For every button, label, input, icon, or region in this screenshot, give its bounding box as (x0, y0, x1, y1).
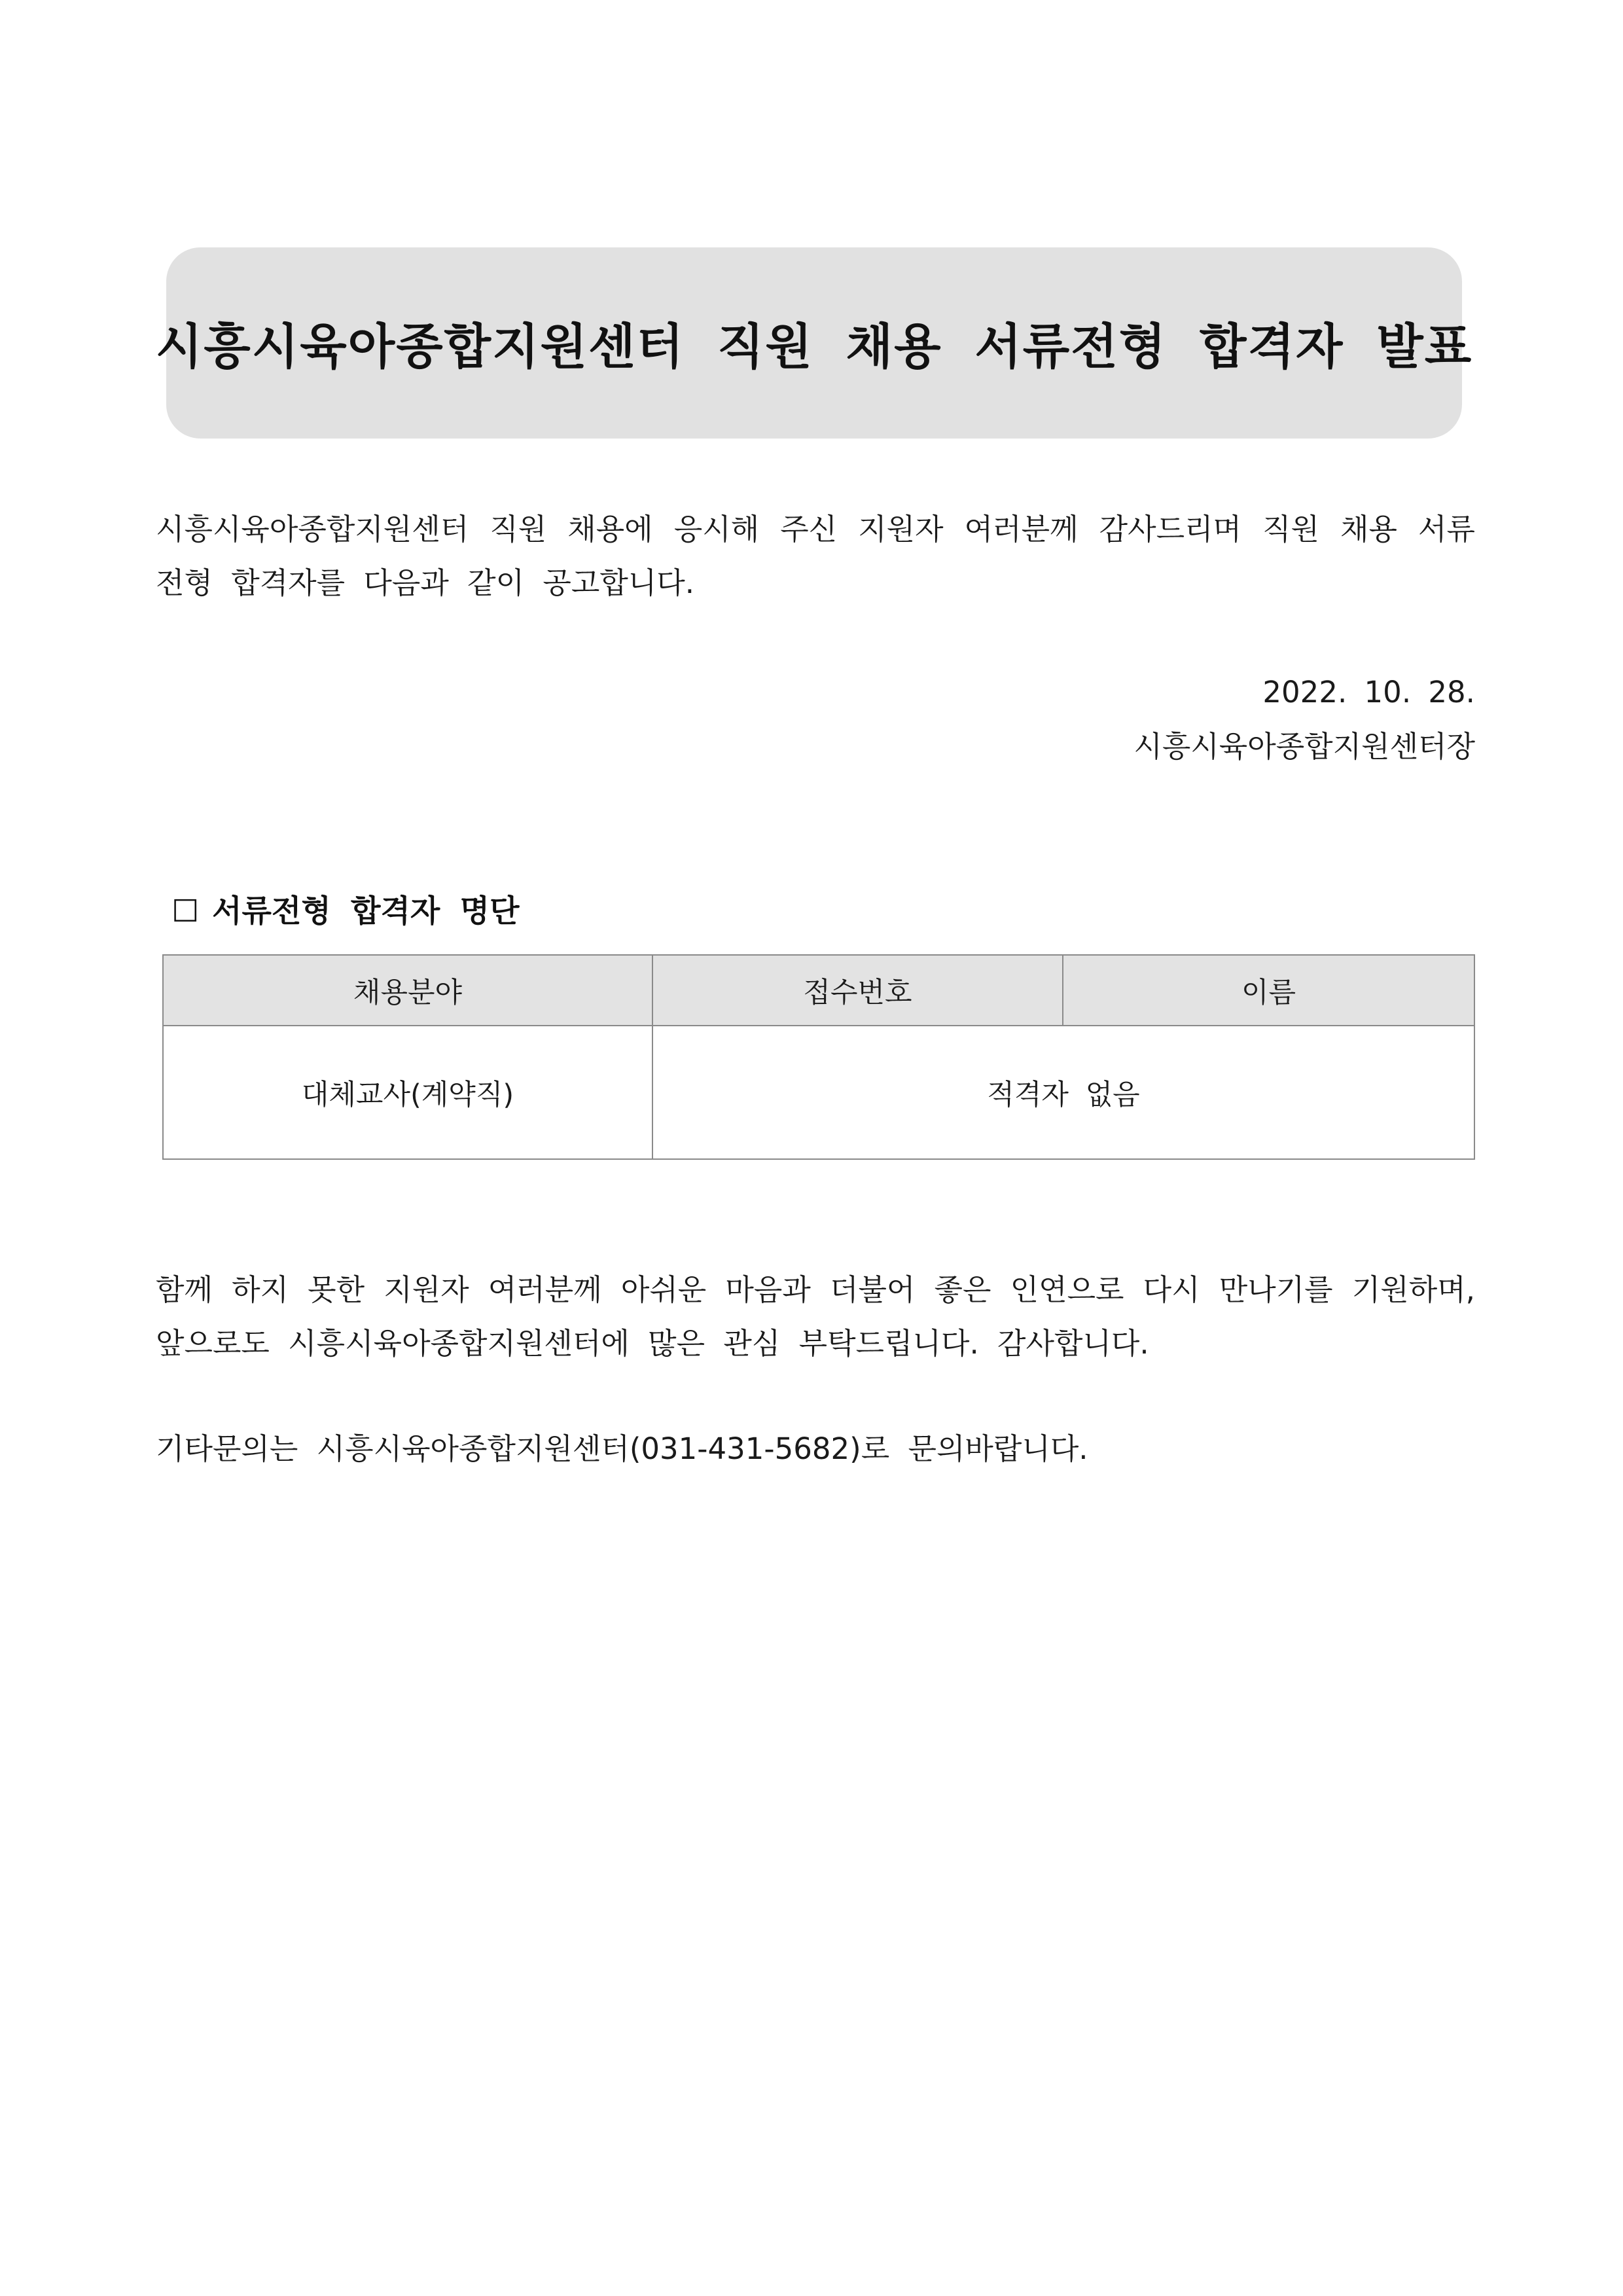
column-header-name: 이름 (1063, 955, 1474, 1026)
column-header-field: 채용분야 (163, 955, 652, 1026)
contact-paragraph: 기타문의는 시흥시육아종합지원센터(031-431-5682)로 문의바랍니다. (156, 1431, 1088, 1466)
page-title: 시흥시육아종합지원센터 직원 채용 서류전형 합격자 발표 (155, 319, 1473, 375)
cell-result: 적격자 없음 (652, 1026, 1474, 1159)
column-header-receipt-number: 접수번호 (652, 955, 1063, 1026)
table-row (163, 1026, 1474, 1159)
section-heading-label: 서류전형 합격자 명단 (212, 893, 520, 929)
title-banner (155, 247, 1473, 439)
checkbox-square-icon: ☐ (171, 893, 200, 929)
section-heading (171, 885, 519, 939)
intro-paragraph: 시흥시육아종합지원센터 직원 채용에 응시해 주신 지원자 여러분께 감사드리며 직원 채용 서류전형 합격자를 다음과 같이 공고합니다. (156, 512, 1475, 600)
signer-name: 시흥시육아종합지원센터장 (1133, 729, 1475, 764)
passer-table (162, 954, 1475, 1160)
announcement-date: 2022. 10. 28. (1262, 675, 1475, 709)
cell-field: 대체교사(계약직) (163, 1026, 652, 1159)
closing-paragraph: 함께 하지 못한 지원자 여러분께 아쉬운 마음과 더불어 좋은 인연으로 다시 만나기를 기원하며, 앞으로도 시흥시육아종합지원센터에 많은 관심 부탁드립니다. 감사합니다. (156, 1272, 1475, 1361)
table-header-row (163, 955, 1474, 1026)
